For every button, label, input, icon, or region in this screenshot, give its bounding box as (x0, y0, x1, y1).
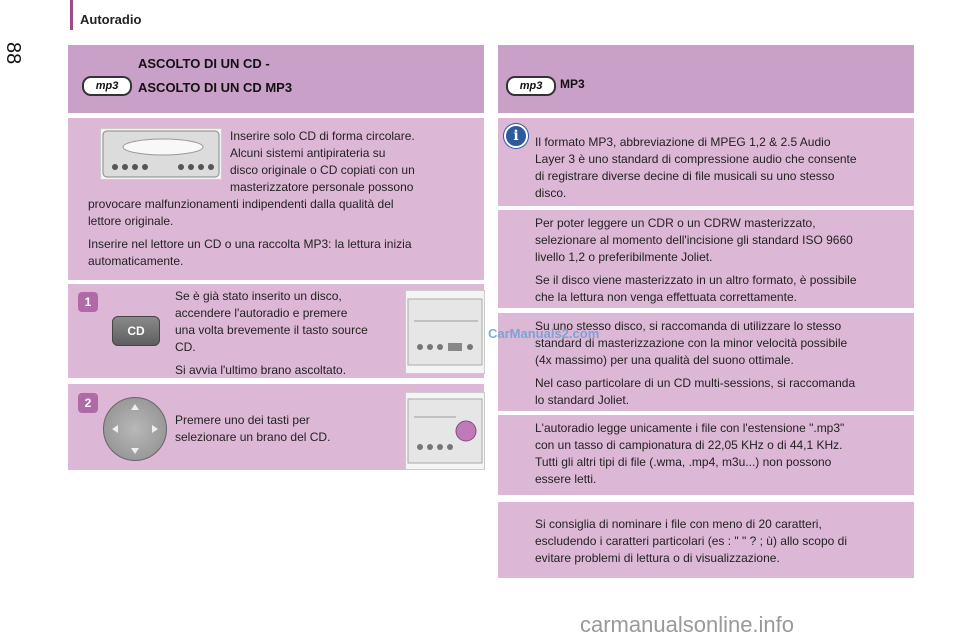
intro-p3-l2: automaticamente. (88, 254, 184, 268)
info-box-5-text (535, 516, 907, 567)
radio-buttons-drawing (406, 393, 484, 469)
intro-p2-l5: lettore originale. (88, 214, 174, 228)
navigation-pad-icon (103, 397, 167, 461)
page-number: 88 (2, 42, 24, 65)
left-title-line1: ASCOLTO DI UN CD - (138, 56, 270, 71)
info-box-4-text (535, 420, 907, 488)
step1-l2: accendere l'autoradio e premere (175, 306, 348, 320)
intro-p2-l1: Alcuni sistemi antipirateria su (230, 146, 386, 160)
step1-l3: una volta brevemente il tasto source (175, 323, 368, 337)
radio-cd-image (405, 290, 485, 374)
watermark-middle: CarManuals2.com (488, 326, 600, 341)
nav-arrows (104, 398, 166, 460)
step1-l1: Se è già stato inserito un disco, (175, 289, 342, 303)
box5-l3: evitare problemi di lettura o di visualizzazione. (535, 551, 780, 565)
box4-l3: Tutti gli altri tipi di file (.wma, .mp4, m3u...) non possono (535, 455, 832, 469)
info-icon: i (504, 124, 528, 148)
info-box-1-text (535, 134, 907, 202)
mp3-logo-icon: mp3 (506, 76, 556, 96)
mp3-logo-icon: mp3 (82, 76, 132, 96)
box4-l2: con un tasso di campionatura di 22,05 KHz o di 44,1 KHz. (535, 438, 843, 452)
step1-l5: Si avvia l'ultimo brano ascoltato. (175, 363, 347, 377)
box1-l1: Il formato MP3, abbreviazione di MPEG 1,2 & 2.5 Audio (535, 135, 831, 149)
intro-p2-l4: provocare malfunzionamenti indipendenti dalla qualità del (88, 197, 394, 211)
step2-l1: Premere uno dei tasti per (175, 413, 310, 427)
box2-l1: Per poter leggere un CDR o un CDRW masterizzato, (535, 216, 816, 230)
step2-text (175, 412, 395, 446)
intro-text-bottom (88, 196, 478, 270)
box2-l2: selezionare al momento dell'incisione gli standard ISO 9660 (535, 233, 853, 247)
intro-p2-l3: masterizzatore personale possono (230, 180, 414, 194)
step2-l2: selezionare un brano del CD. (175, 430, 331, 444)
intro-p2-l2: disco originale o CD copiati con un (230, 163, 415, 177)
box3-l1: Su uno stesso disco, si raccomanda di utilizzare lo stesso (535, 319, 842, 333)
intro-text-top (230, 128, 470, 196)
right-title: MP3 (560, 77, 585, 91)
section-title: Autoradio (80, 12, 142, 27)
box5-l2: escludendo i caratteri particolari (es : " " ? ; ù) allo scopo di (535, 534, 847, 548)
box3-l4: Nel caso particolare di un CD multi-sessions, si raccomanda (535, 376, 856, 390)
intro-p3-l1: Inserire nel lettore un CD o una raccolta MP3: la lettura inizia (88, 237, 412, 251)
step2-badge: 2 (78, 393, 98, 413)
left-title-line2: ASCOLTO DI UN CD MP3 (138, 80, 293, 95)
box3-l2: standard di masterizzazione con la minor velocità possibile (535, 336, 848, 350)
box3-l5: lo standard Joliet. (535, 393, 630, 407)
intro-p1: Inserire solo CD di forma circolare. (230, 129, 415, 143)
box2-l5: che la lettura non venga effettuata correttamente. (535, 290, 797, 304)
radio-front-image (100, 128, 222, 180)
box3-l3: (4x massimo) per una qualità del suono ottimale. (535, 353, 794, 367)
box5-l1: Si consiglia di nominare i file con meno di 20 caratteri, (535, 517, 822, 531)
cd-source-button-icon: CD (112, 316, 160, 346)
box2-l3: livello 1,2 o preferibilmente Joliet. (535, 250, 713, 264)
radio-buttons-image (405, 392, 485, 470)
radio-drawing (101, 129, 221, 179)
box2-l4: Se il disco viene masterizzato in un altro formato, è possibile (535, 273, 857, 287)
info-box-2-text (535, 215, 907, 306)
section-marker (70, 0, 73, 30)
box1-l4: disco. (535, 186, 567, 200)
step1-text (175, 288, 405, 379)
box4-l4: essere letti. (535, 472, 597, 486)
step1-badge: 1 (78, 292, 98, 312)
watermark-bottom: carmanualsonline.info (580, 612, 795, 637)
box4-l1: L'autoradio legge unicamente i file con l'estensione ".mp3" (535, 421, 845, 435)
box1-l3: di registrare diverse decine di file musicali su uno stesso (535, 169, 835, 183)
step1-l4: CD. (175, 340, 196, 354)
radio-cd-drawing (406, 291, 484, 373)
box1-l2: Layer 3 è uno standard di compressione audio che consente (535, 152, 857, 166)
